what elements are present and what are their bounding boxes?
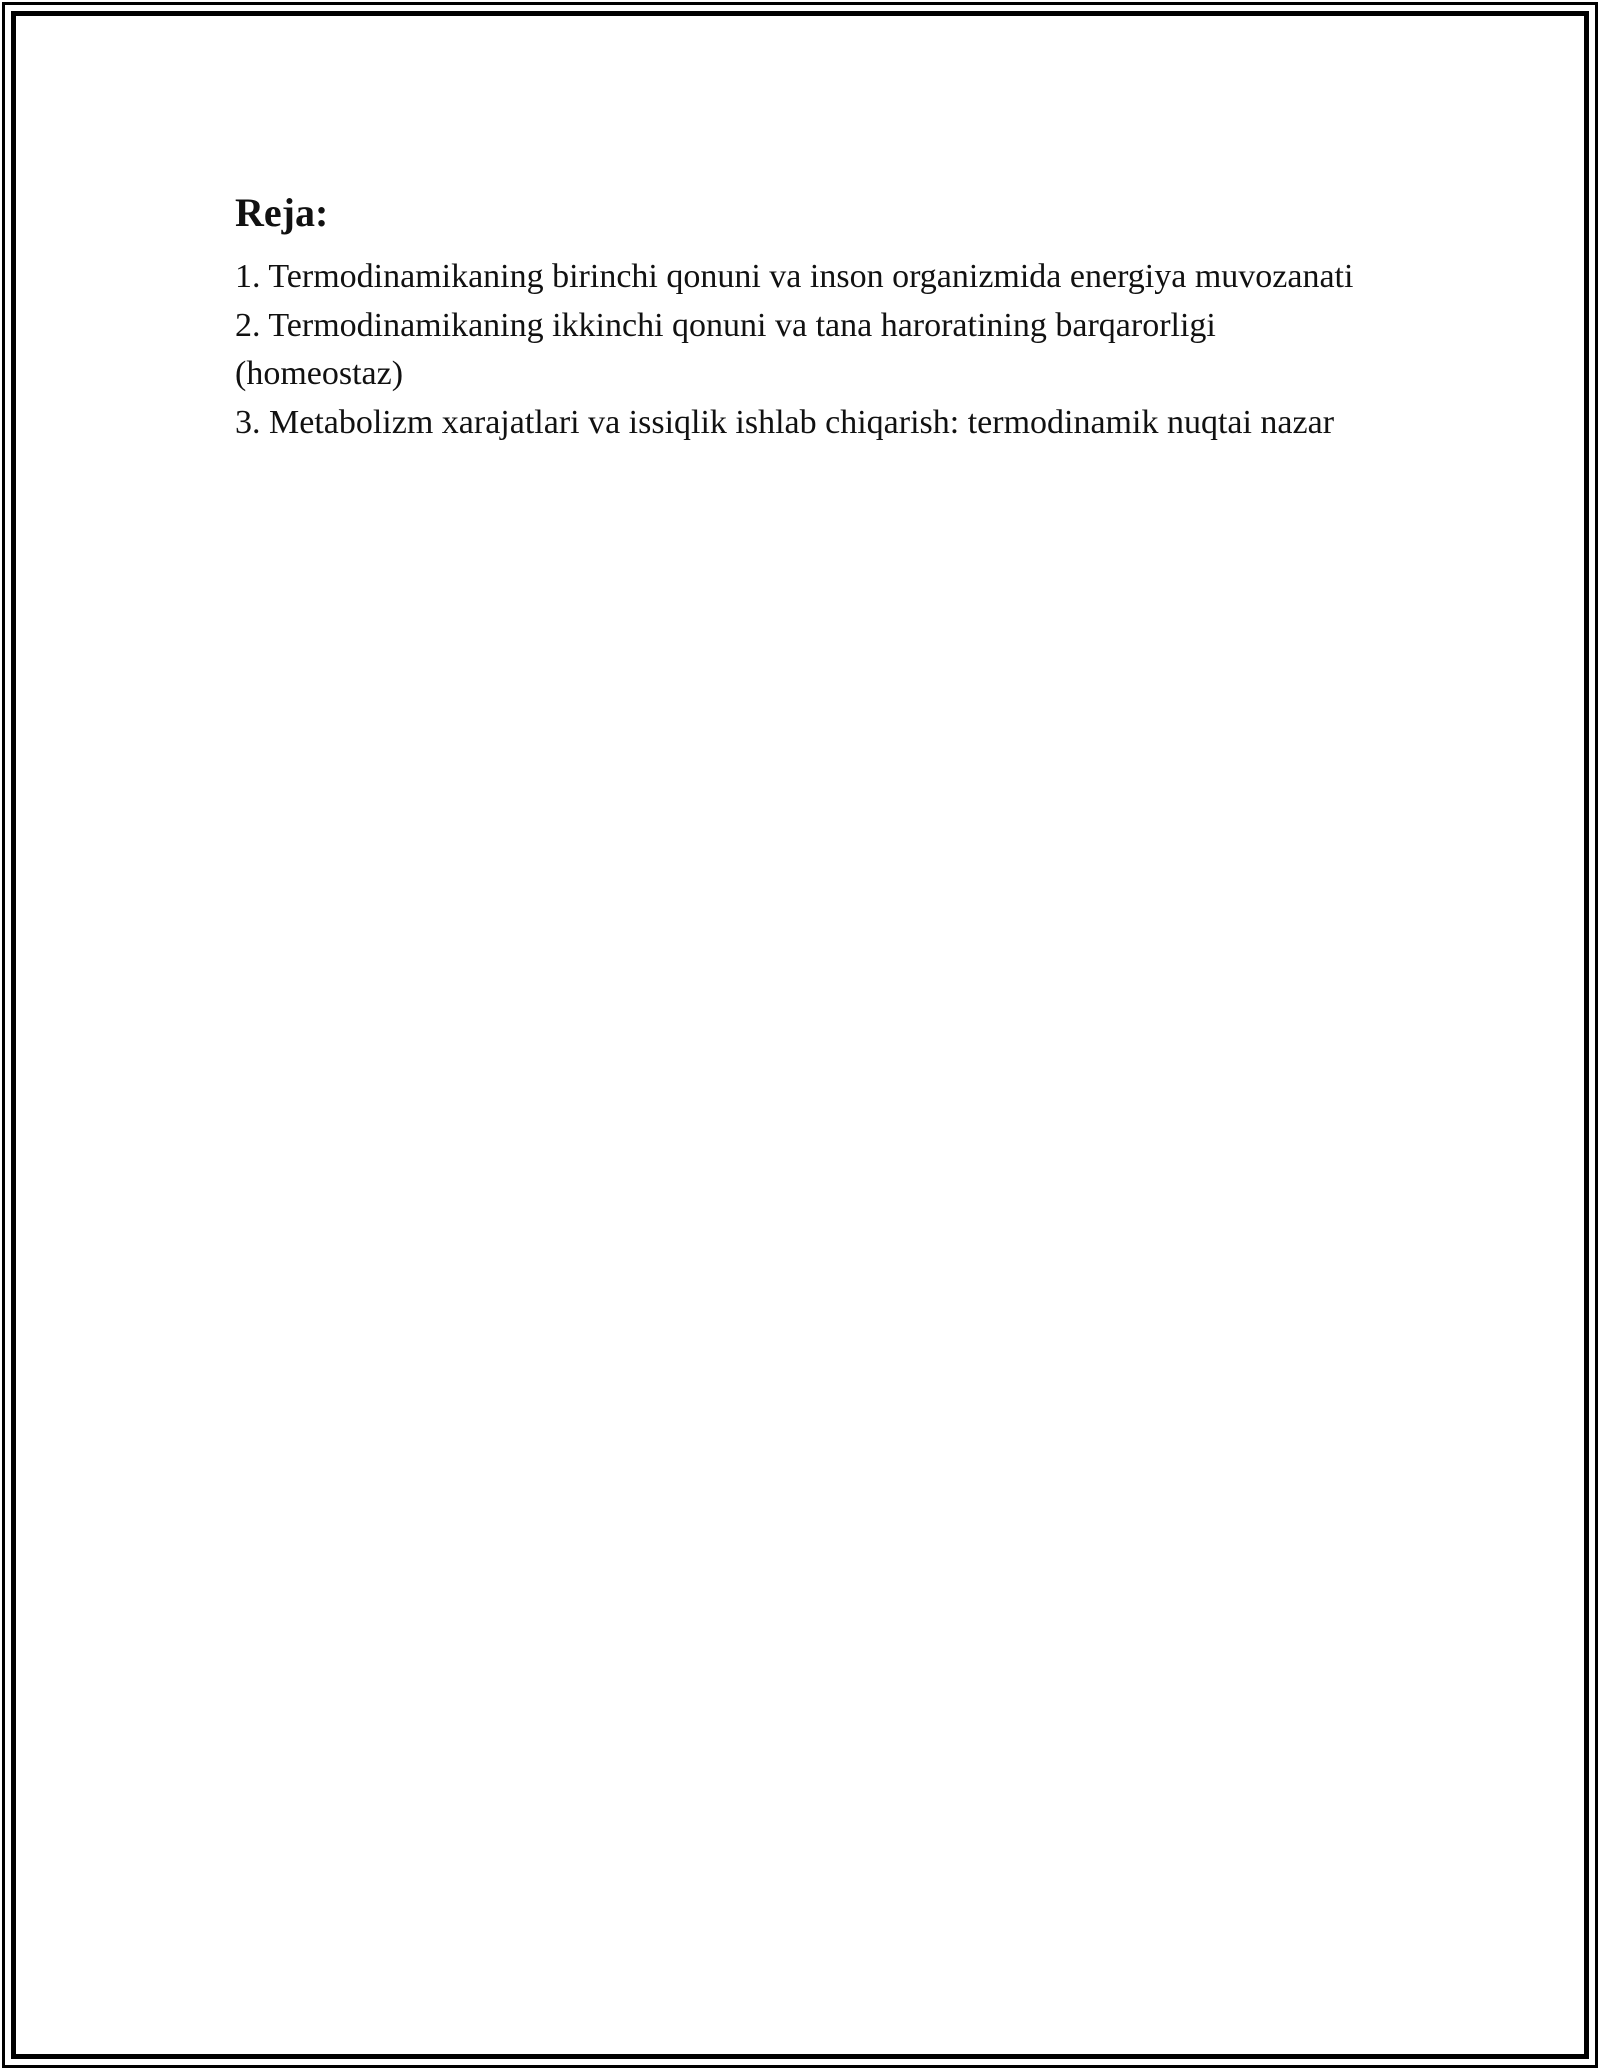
page-content bbox=[235, 185, 1365, 447]
plan-list bbox=[235, 253, 1365, 447]
plan-item-1: 1. Termodinamikaning birinchi qonuni va inson organizmida energiya muvozanati bbox=[235, 258, 1354, 295]
plan-item-3: 3. Metabolizm xarajatlari va issiqlik ishlab chiqarish: termodinamik nuqtai nazar bbox=[235, 403, 1335, 441]
plan-item-2: 2. Termodinamikaning ikkinchi qonuni va tana haroratining barqarorligi (homeostaz) bbox=[235, 306, 1216, 392]
plan-heading: Reja: bbox=[235, 190, 329, 235]
